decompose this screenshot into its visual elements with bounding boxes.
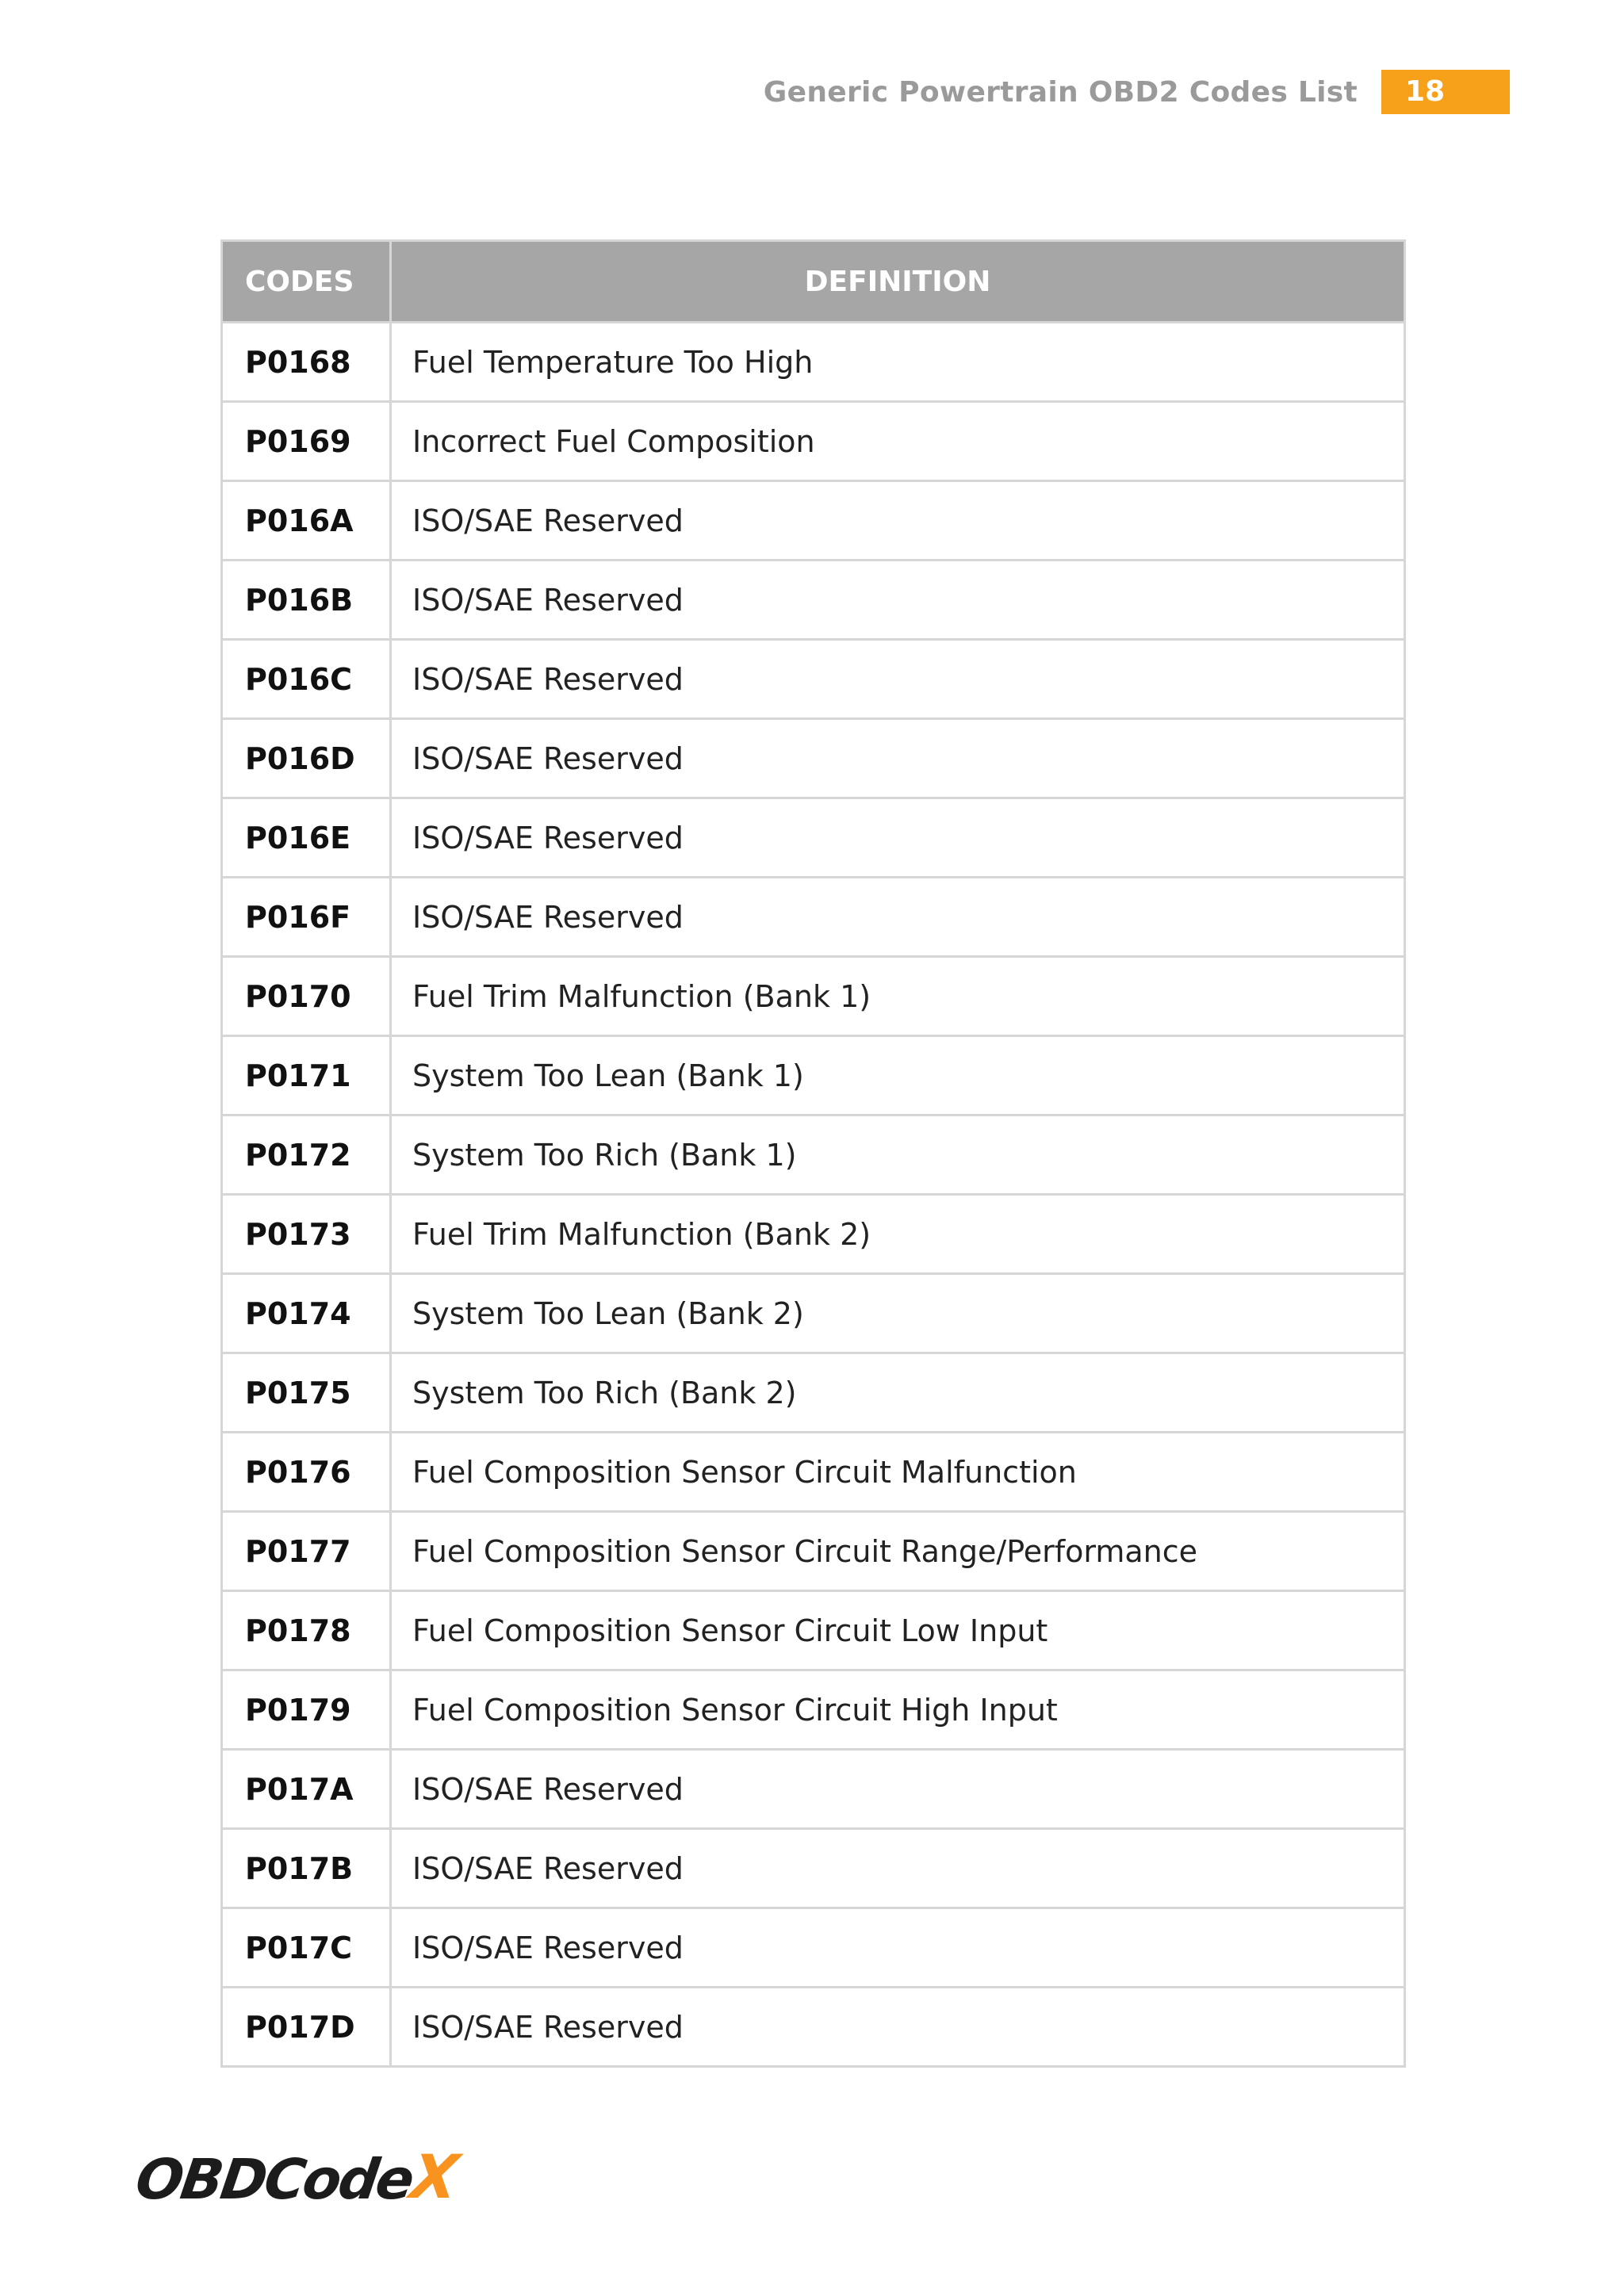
definition-cell: System Too Lean (Bank 2) <box>391 1274 1405 1353</box>
table-header-row <box>222 241 1405 323</box>
code-cell: P016F <box>222 878 391 957</box>
table-row <box>222 1512 1405 1591</box>
definition-cell: System Too Lean (Bank 1) <box>391 1036 1405 1115</box>
definition-cell: ISO/SAE Reserved <box>391 1988 1405 2067</box>
column-header-definition: DEFINITION <box>391 241 1405 323</box>
code-cell: P0176 <box>222 1433 391 1512</box>
logo-wordmark: OBDCode <box>132 2147 416 2212</box>
code-cell: P016E <box>222 798 391 878</box>
code-cell: P0177 <box>222 1512 391 1591</box>
definition-cell: ISO/SAE Reserved <box>391 481 1405 561</box>
table-row <box>222 878 1405 957</box>
table-row <box>222 1353 1405 1433</box>
table-row <box>222 798 1405 878</box>
table-row <box>222 1195 1405 1274</box>
code-cell: P017B <box>222 1829 391 1908</box>
column-header-codes: CODES <box>222 241 391 323</box>
table-header <box>222 241 1405 323</box>
code-cell: P017D <box>222 1988 391 2067</box>
table-row <box>222 323 1405 402</box>
definition-cell: Fuel Composition Sensor Circuit Range/Performance <box>391 1512 1405 1591</box>
table-row <box>222 957 1405 1036</box>
definition-cell: ISO/SAE Reserved <box>391 798 1405 878</box>
table-row <box>222 719 1405 798</box>
table-row <box>222 1988 1405 2067</box>
table-row <box>222 1750 1405 1829</box>
definition-cell: Fuel Composition Sensor Circuit Low Input <box>391 1591 1405 1670</box>
definition-cell: ISO/SAE Reserved <box>391 640 1405 719</box>
table-row <box>222 1591 1405 1670</box>
code-cell: P0174 <box>222 1274 391 1353</box>
table-row <box>222 1036 1405 1115</box>
table-row <box>222 1433 1405 1512</box>
table-row <box>222 1908 1405 1988</box>
definition-cell: ISO/SAE Reserved <box>391 561 1405 640</box>
code-cell: P016D <box>222 719 391 798</box>
definition-cell: ISO/SAE Reserved <box>391 878 1405 957</box>
page-number-badge: 18 <box>1381 70 1510 114</box>
table-row <box>222 1829 1405 1908</box>
definition-cell: ISO/SAE Reserved <box>391 719 1405 798</box>
definition-cell: Fuel Temperature Too High <box>391 323 1405 402</box>
code-cell: P0173 <box>222 1195 391 1274</box>
code-cell: P0169 <box>222 402 391 481</box>
code-cell: P017A <box>222 1750 391 1829</box>
obdcodex-logo <box>132 2141 463 2212</box>
definition-cell: Fuel Composition Sensor Circuit Malfunction <box>391 1433 1405 1512</box>
table-body <box>222 323 1405 2067</box>
code-cell: P0172 <box>222 1115 391 1195</box>
code-cell: P016C <box>222 640 391 719</box>
code-cell: P016A <box>222 481 391 561</box>
codes-table <box>220 239 1406 2068</box>
table-row <box>222 561 1405 640</box>
table-row <box>222 1115 1405 1195</box>
table-row <box>222 402 1405 481</box>
definition-cell: ISO/SAE Reserved <box>391 1908 1405 1988</box>
code-cell: P0179 <box>222 1670 391 1750</box>
definition-cell: Fuel Trim Malfunction (Bank 2) <box>391 1195 1405 1274</box>
definition-cell: Fuel Trim Malfunction (Bank 1) <box>391 957 1405 1036</box>
definition-cell: ISO/SAE Reserved <box>391 1829 1405 1908</box>
definition-cell: ISO/SAE Reserved <box>391 1750 1405 1829</box>
definition-cell: Incorrect Fuel Composition <box>391 402 1405 481</box>
table-row <box>222 1670 1405 1750</box>
document-title: Generic Powertrain OBD2 Codes List <box>763 75 1358 109</box>
code-cell: P0175 <box>222 1353 391 1433</box>
code-cell: P0171 <box>222 1036 391 1115</box>
table-row <box>222 481 1405 561</box>
code-cell: P0168 <box>222 323 391 402</box>
logo-x-mark: X <box>406 2141 463 2212</box>
code-cell: P0170 <box>222 957 391 1036</box>
table-row <box>222 1274 1405 1353</box>
code-cell: P0178 <box>222 1591 391 1670</box>
code-cell: P016B <box>222 561 391 640</box>
table-row <box>222 640 1405 719</box>
page-header <box>764 70 1510 114</box>
definition-cell: Fuel Composition Sensor Circuit High Input <box>391 1670 1405 1750</box>
code-cell: P017C <box>222 1908 391 1988</box>
definition-cell: System Too Rich (Bank 1) <box>391 1115 1405 1195</box>
definition-cell: System Too Rich (Bank 2) <box>391 1353 1405 1433</box>
